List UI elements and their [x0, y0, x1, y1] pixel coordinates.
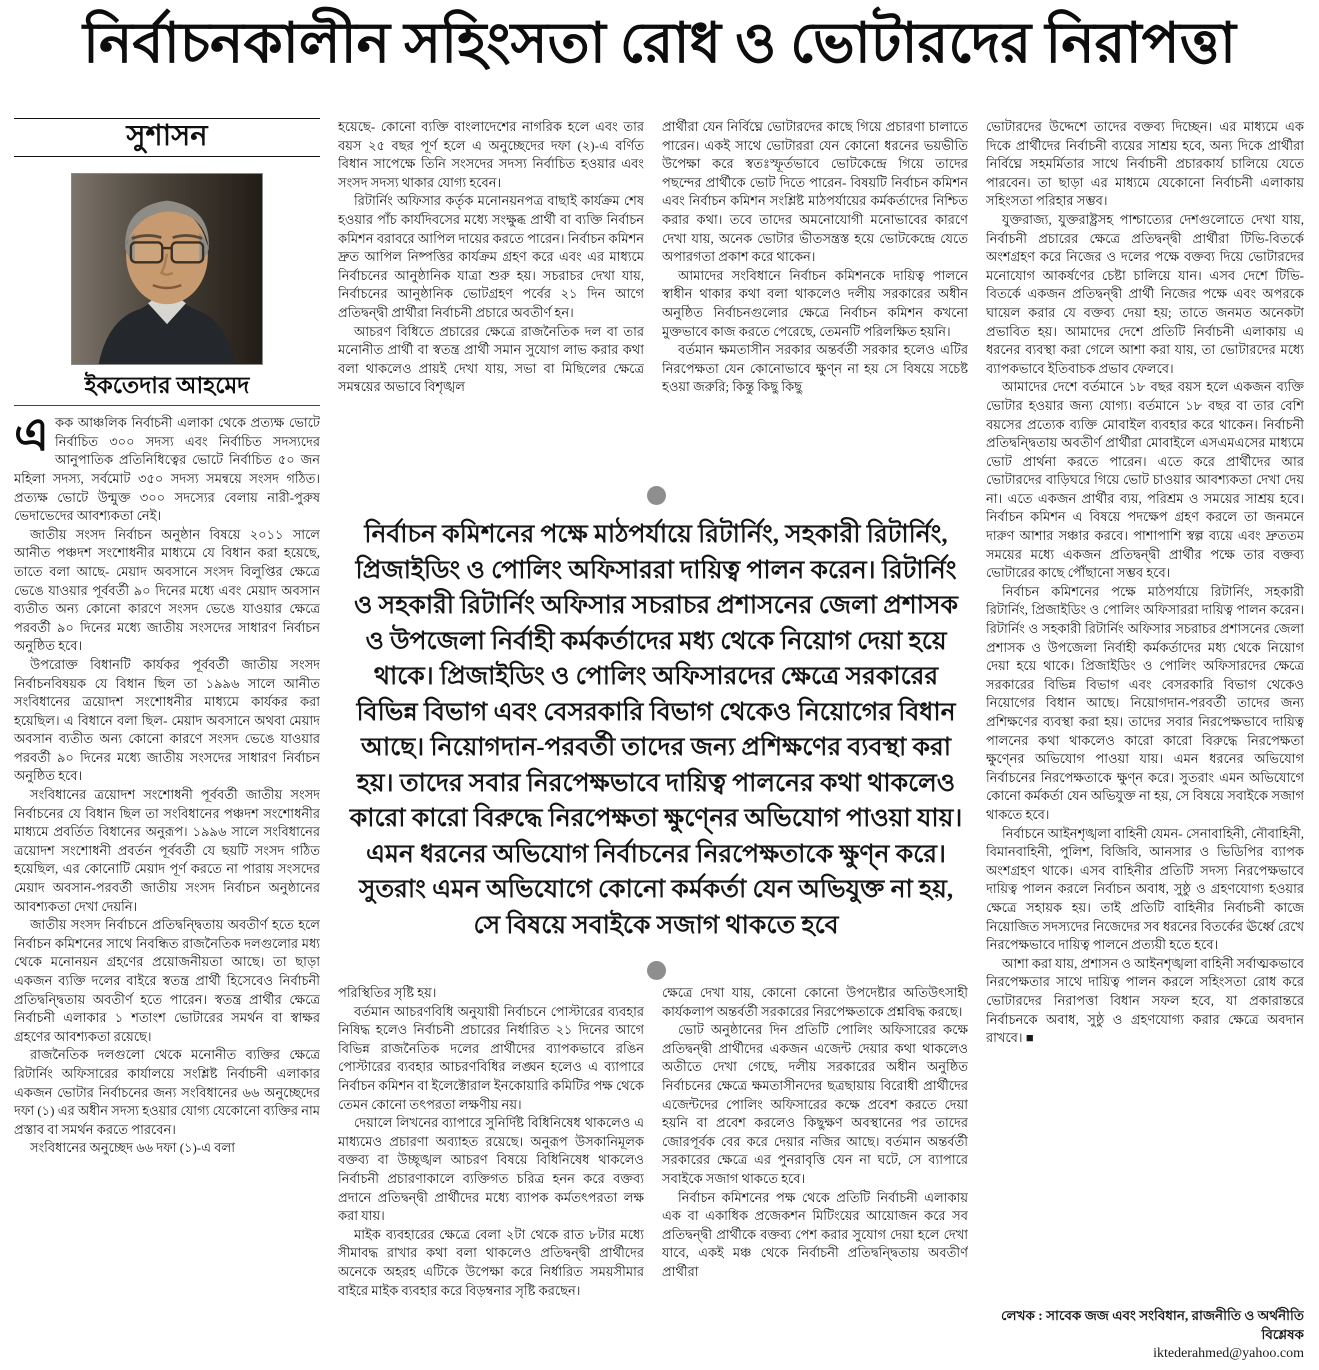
column-3-bottom	[662, 984, 968, 1364]
body-paragraph: যুক্তরাজ্য, যুক্তরাষ্ট্রসহ পাশ্চাত্যের দেশগুলোতে দেখা যায়, নির্বাচনী প্রচারের ক্ষেত্রে প্রতিদ্বন্দ্বী প্রার্থীরা টিভি-বিতর্কে অংশগ্রহণ করে নিজের ও দলের পক্ষে বক্তব্য দিয়ে ভোটারদের মনোযোগ আকর্ষণের চেষ্টা চালিয়ে যান। এসব দেশে টিভি-বিতর্কে একজন প্রতিদ্বন্দ্বী প্রার্থী নিজের পক্ষে এবং অপরকে ঘায়েল করার যে বক্তব্য দেয়া হয়; তাতে জনমত অনেকটা প্রভাবিত হয়। আমাদের দেশে প্রতিটি নির্বাচনী এলাকায় এ ধরনের ব্যবস্থা করা গেলে আশা করা যায়, তা ভোটারদের মধ্যে ব্যাপকভাবে ইতিবাচক প্রভাব ফেলবে।	[986, 211, 1304, 376]
body-paragraph: মাইক ব্যবহারের ক্ষেত্রে বেলা ২টা থেকে রাত ৮টার মধ্যে সীমাবদ্ধ রাখার কথা বলা থাকলেও প্রতিদ্বন্দ্বী প্রার্থীদের অনেকে অহরহ এটিকে উপেক্ষা করে নির্ধারিত সময়সীমার বাইরে মাইক ব্যবহার করে বিড়ম্বনার সৃষ্টি করছেন।	[338, 1226, 644, 1298]
column-4-text	[986, 118, 1304, 1298]
author-name: ইকতেদার আহমেদ	[84, 372, 250, 398]
body-paragraph: সংবিধানের অনুচ্ছেদ ৬৬ দফা (১)-এ বলা	[30, 1140, 235, 1156]
body-paragraph: ক্ষেত্রে দেখা যায়, কোনো কোনো উপদেষ্টার অতিউৎসাহী কার্যকলাপ অন্তর্বর্তী সরকারের নিরপেক্ষতাকে প্রশ্নবিদ্ধ করছে।	[662, 985, 968, 1019]
author-photo	[71, 173, 263, 365]
body-paragraph: নির্বাচন কমিশনের পক্ষ থেকে প্রতিটি নির্বাচনী এলাকায় এক বা একাধিক প্রজেকশন মিটিংয়ের আয়োজন করে সব প্রতিদ্বন্দ্বী প্রার্থীকে বক্তব্য পেশ করার সুযোগ দেয়া হলে দেখা যাবে, একই মঞ্চ থেকে নির্বাচনী প্রতিদ্বন্দ্বিতায় অবতীর্ণ প্রার্থীরা	[662, 1189, 968, 1279]
column-4	[986, 118, 1304, 1364]
column-2-bottom	[338, 984, 644, 1364]
body-paragraph: বর্তমান ক্ষমতাসীন সরকার অন্তর্বর্তী সরকার হলেও এটির নিরপেক্ষতা যেন কোনোভাবে ক্ষুণ্ন না হয় সে বিষয়ে সচেষ্ট হওয়া জরুরি; কিন্তু কিছু কিছু	[662, 342, 968, 395]
body-paragraph: ভোট অনুষ্ঠানের দিন প্রতিটি পোলিং অফিসারের কক্ষে প্রতিদ্বন্দ্বী প্রার্থীদের একজন এজেন্ট দেয়ার কথা থাকলেও অতীতে দেখা গেছে, দলীয় সরকারের অধীন অনুষ্ঠিত নির্বাচনের ক্ষেত্রে ক্ষমতাসীনদের ছত্রছায়ায় বিরোধী প্রার্থীদের এজেন্টদের পোলিং অফিসারের কক্ষে প্রবেশ করতে দেয়া হয়নি বা প্রবেশ করলেও কিছুক্ষণ অবস্থানের পর তাদের জোরপূর্বক বের করে দেয়ার নজির আছে। বর্তমান অন্তর্বর্তী সরকারের ক্ষেত্রে এর পুনরাবৃত্তি যেন না ঘটে, সে ব্যাপারে সবাইকে সজাগ থাকতে হবে।	[662, 1022, 968, 1186]
body-paragraph: নির্বাচনে আইনশৃঙ্খলা বাহিনী যেমন- সেনাবাহিনী, নৌবাহিনী, বিমানবাহিনী, পুলিশ, বিজিবি, আনসার ও ভিডিপির ব্যাপক অংশগ্রহণ থাকে। এসব বাহিনীর প্রতিটি সদস্য নিরপেক্ষভাবে দায়িত্ব পালন করলে নির্বাচন অবাধ, সুষ্ঠু ও গ্রহণযোগ্য হওয়ার ক্ষেত্রে সহায়ক হয়। তাই প্রতিটি বাহিনীর নির্বাচনী কাজে নিয়োজিত সদস্যদের নিজেদের সব ধরনের বিতর্কের ঊর্ধ্বে রেখে নিরপেক্ষভাবে দায়িত্ব পালনে প্রত্যয়ী হতে হবে।	[986, 825, 1304, 953]
drop-cap: এ	[14, 409, 49, 461]
body-paragraph: আশা করা যায়, প্রশাসন ও আইনশৃঙ্খলা বাহিনী সর্বাত্মকভাবে নিরপেক্ষতার সাথে দায়িত্ব পালন করলে সহিংসতা রোধ করে ভোটারদের নিরাপত্তা বিধান সফল হবে, যা প্রকারান্তরে নির্বাচনকে অবাধ, সুষ্ঠু ও গ্রহণযোগ্য করার ক্ষেত্রে অবদান রাখবে। ■	[986, 955, 1304, 1046]
author-portrait-graphic	[72, 174, 262, 364]
body-paragraph: প্রার্থীরা যেন নির্বিঘ্নে ভোটারদের কাছে গিয়ে প্রচারণা চালাতে পারেন। একই সাথে ভোটাররা যেন কোনো ধরনের ভয়ভীতি উপেক্ষা করে স্বতঃস্ফূর্তভাবে ভোটকেন্দ্রে গিয়ে তাদের পছন্দের প্রার্থীকে ভোট দিতে পারেন- বিষয়টি নির্বাচন কমিশন এবং নির্বাচন কমিশন সংশ্লিষ্ট মাঠপর্যায়ের কর্মকর্তাদের নিশ্চিত করার কথা। তবে তাদের অমনোযোগী মনোভাবের কারণে দেখা যায়, অনেক ভোটার ভীতসন্ত্রস্ত হয়ে ভোটকেন্দ্রে যেতে অপারগতা প্রকাশ করে থাকেন।	[662, 119, 968, 265]
page-title: নির্বাচনকালীন সহিংসতা রোধ ও ভোটারদের নিরাপত্তা	[82, 13, 1236, 75]
body-paragraph: আচরণ বিধিতে প্রচারের ক্ষেত্রে রাজনৈতিক দল বা তার মনোনীত প্রার্থী বা স্বতন্ত্র প্রার্থী সমান সুযোগ লাভ করার কথা বলা থাকলেও প্রায়ই দেখা যায়, সভা বা মিছিলের ক্ষেত্রে সমন্বয়ের অভাবে বিশৃঙ্খল	[338, 323, 644, 395]
section-label: সুশাসন	[126, 120, 208, 152]
body-paragraph: বর্তমান আচরণবিধি অনুযায়ী নির্বাচনে পোস্টারের ব্যবহার নিষিদ্ধ হলেও নির্বাচনী প্রচারের নির্ধারিত ২১ দিনের আগে বিভিন্ন রাজনৈতিক দলের প্রার্থীদের ব্যাপকভাবে রঙিন পোস্টারের ব্যবহার আচরণবিধির লঙ্ঘন হলেও এ ব্যাপারে নির্বাচন কমিশন বা ইলেক্টোরাল ইনকোয়ারি কমিটির পক্ষ থেকে তেমন কোনো তৎপরতা লক্ষণীয় নয়।	[338, 1003, 644, 1112]
body-paragraph: হয়েছে- কোনো ব্যক্তি বাংলাদেশের নাগরিক হলে এবং তার বয়স ২৫ বছর পূর্ণ হলে এ অনুচ্ছেদের দফা (২)-এ বর্ণিত বিধান সাপেক্ষে তিনি সংসদের সদস্য নির্বাচিত হওয়ার এবং সংসদ সদস্য থাকার যোগ্য হবেন।	[338, 119, 644, 190]
body-paragraph: নির্বাচন কমিশনের পক্ষে মাঠপর্যায়ে রিটার্নিং, সহকারী রিটার্নিং, প্রিজাইডিং ও পোলিং অফিসাররা দায়িত্ব পালন করেন। রিটার্নিং ও সহকারী রিটার্নিং অফিসার সচরাচর প্রশাসনের জেলা প্রশাসক ও উপজেলা নির্বাহী কর্মকর্তাদের মধ্য থেকে নিয়োগ দেয়া হয়ে থাকে। প্রিজাইডিং ও পোলিং অফিসারদের ক্ষেত্রে সরকারের বিভিন্ন বিভাগ এবং বেসরকারি বিভাগ থেকেও নিয়োগের বিধান আছে। নিয়োগদান-পরবর্তী তাদের জন্য প্রশিক্ষণের ব্যবস্থা করা হয়। তাদের সবার নিরপেক্ষভাবে দায়িত্ব পালনের কথা থাকলেও কারো কারো বিরুদ্ধে নিরপেক্ষতা ক্ষুণ্নের অভিযোগ পাওয়া যায়। এমন ধরনের অভিযোগ নির্বাচনের নিরপেক্ষতাকে ক্ষুণ্ন করে। সুতরাং এমন অভিযোগে কোনো কর্মকর্তা যেন অভিযুক্ত না হয়, সে বিষয়ে সবাইকে সজাগ থাকতে হবে।	[986, 583, 1304, 822]
column-1-text	[14, 409, 320, 1158]
column-2-top	[338, 118, 644, 486]
divider-under-name	[14, 405, 320, 406]
body-paragraph: জাতীয় সংসদ নির্বাচন অনুষ্ঠান বিষয়ে ২০১১ সালে আনীত পঞ্চদশ সংশোধনীর মাধ্যমে যে বিধান করা হয়েছে, তাতে বলা আছে- মেয়াদ অবসানে সংসদ বিলুপ্তির ক্ষেত্রে ভেঙে যাওয়ার পূর্ববর্তী ৯০ দিনের মধ্যে এবং মেয়াদ অবসান ব্যতীত অন্য কোনো কারণে সংসদ ভেঙে যাওয়ার ক্ষেত্রে পরবর্তী ৯০ দিনের মধ্যে জাতীয় সংসদের সাধারণ নির্বাচন অনুষ্ঠিত হবে।	[14, 526, 320, 654]
body-paragraph: ভোটারদের উদ্দেশে তাদের বক্তব্য দিচ্ছেন। এর মাধ্যমে এক দিকে প্রার্থীদের নির্বাচনী ব্যয়ের সাশ্রয় হবে, অন্য দিকে প্রার্থীরা নির্বিঘ্নে সহমর্মিতার সাথে নির্বাচনী প্রচারকার্য চালিয়ে যেতে পারবেন। তা ছাড়া এর মাধ্যমে যেকোনো নির্বাচনী এলাকায় সহিংসতা পরিহার সম্ভব।	[986, 119, 1304, 209]
body-paragraph: আমাদের দেশে বর্তমানে ১৮ বছর বয়স হলে একজন ব্যক্তি ভোটার হওয়ার জন্য যোগ্য। বর্তমানে ১৮ বছর বা তার বেশি বয়সের প্রত্যেক ব্যক্তি মোবাইল ব্যবহার করে থাকেন। নির্বাচনী প্রতিদ্বন্দ্বিতায় অবতীর্ণ প্রার্থীরা মোবাইলে এসএমএসের মাধ্যমে ভোট প্রার্থনা করতে পারেন। এতে করে প্রার্থীদের আর ভোটারদের বাড়িঘরে গিয়ে ভোট চাওয়ার আবশ্যকতা দেখা দেয় না। এতে একজন প্রার্থীর ব্যয়, পরিশ্রম ও সময়ের সাশ্রয় হবে। নির্বাচন কমিশন এ বিষয়ে পদক্ষেপ গ্রহণ করলে তা জনমনে দারুণ আশার সঞ্চার করবে। পাশাপাশি স্বল্প ব্যয়ে এবং দ্রুততম সময়ের মধ্যে একজন প্রতিদ্বন্দ্বী প্রার্থীর পক্ষে তার বক্তব্য ভোটারের কাছে পৌঁছানো সম্ভব হবে।	[986, 379, 1304, 581]
column-1	[14, 118, 320, 1364]
body-paragraph: দেয়ালে লিখনের ব্যাপারে সুনির্দিষ্ট বিধিনিষেধ থাকলেও এ মাধ্যমেও প্রচারণা অব্যাহত রয়েছে। অনুরূপ উসকানিমূলক বক্তব্য বা উচ্ছৃঙ্খল আচরণ বিষয়ে বিধিনিষেধ থাকলেও নির্বাচনী প্রচারণাকালে ব্যক্তিগত চরিত্র হনন করে বক্তব্য প্রদানে প্রতিদ্বন্দ্বী প্রার্থীদের মধ্যে ব্যাপক কর্মতৎপরতা লক্ষ করা যায়।	[338, 1115, 644, 1224]
pull-quote: নির্বাচন কমিশনের পক্ষে মাঠপর্যায়ে রিটার্নিং, সহকারী রিটার্নিং, প্রিজাইডিং ও পোলিং অফিসাররা দায়িত্ব পালন করেন। রিটার্নিং ও সহকারী রিটার্নিং অফিসার সচরাচর প্রশাসনের জেলা প্রশাসক ও উপজেলা নির্বাহী কর্মকর্তাদের মধ্য থেকে নিয়োগ দেয়া হয়ে থাকে। প্রিজাইডিং ও পোলিং অফিসারদের ক্ষেত্রে সরকারের বিভিন্ন বিভাগ এবং বেসরকারি বিভাগ থেকেও নিয়োগের বিধান আছে। নিয়োগদান-পরবর্তী তাদের জন্য প্রশিক্ষণের ব্যবস্থা করা হয়। তাদের সবার নিরপেক্ষভাবে দায়িত্ব পালনের কথা থাকলেও কারো কারো বিরুদ্ধে নিরপেক্ষতা ক্ষুণ্নের অভিযোগ পাওয়া যায়। এমন ধরনের অভিযোগ নির্বাচনের নিরপেক্ষতাকে ক্ষুণ্ন করে। সুতরাং এমন অভিযোগে কোনো কর্মকর্তা যেন অভিযুক্ত না হয়, সে বিষয়ে সবাইকে সজাগ থাকতে হবে	[349, 521, 963, 939]
column-3-top	[662, 118, 968, 486]
byline: লেখক : সাবেক জজ এবং সংবিধান, রাজনীতি ও অর্থনীতি বিশ্লেষক	[1001, 1308, 1304, 1342]
body-paragraph: রাজনৈতিক দলগুলো থেকে মনোনীত ব্যক্তির ক্ষেত্রে রিটার্নিং অফিসারের কার্যালয়ে সংশ্লিষ্ট নির্বাচনী এলাকার একজন ভোটার নির্বাচনের জন্য সংবিধানের ৬৬ অনুচ্ছেদের দফা (১) এর অধীন সদস্য হওয়ার যোগ্য যেকোনো ব্যক্তির নাম প্রস্তাব বা সমর্থন করতে পারবেন।	[14, 1047, 320, 1137]
lead-text: কক আঞ্চলিক নির্বাচনী এলাকা থেকে প্রত্যক্ষ ভোটে নির্বাচিত ৩০০ সদস্য এবং নির্বাচিত সদস্যদের আনুপাতিক প্রতিনিধিত্বের ভোটে নির্বাচিত ৫০ জন মহিলা সদস্য, সর্বমোট ৩৫০ সদস্য সমন্বয়ে সংসদ গঠিত। প্রত্যক্ষ ভোটে উন্মুক্ত ৩০০ সদস্যের বেলায় নারী-পুরুষ ভেদাভেদের আবশ্যকতা নেই।	[14, 415, 320, 524]
body-paragraph: উপরোক্ত বিধানটি কার্যকর পূর্ববর্তী জাতীয় সংসদ নির্বাচনবিষয়ক যে বিধান ছিল তা ১৯৯৬ সালে আনীত সংবিধানের ত্রয়োদশ সংশোধনীর মাধ্যমে কার্যকর করা হয়েছিল। এ বিধানে বলা ছিল- মেয়াদ অবসানে অথবা মেয়াদ অবসান ব্যতীত অন্য কোনো কারণে সংসদ ভেঙে যাওয়ার পরবর্তী ৯০ দিনের মধ্যে জাতীয় সংসদের সাধারণ নির্বাচন অনুষ্ঠিত হবে।	[14, 656, 320, 784]
body-paragraph: সংবিধানের ত্রয়োদশ সংশোধনী পূর্ববর্তী জাতীয় সংসদ নির্বাচনের যে বিধান ছিল তা সংবিধানের পঞ্চদশ সংশোধনীর মাধ্যমে প্রবর্তিত বিধানের অনুরূপ। ১৯৯৬ সালে সংবিধানের ত্রয়োদশ সংশোধনী প্রবর্তন পূর্ববর্তী যে ছয়টি সংসদ গঠিত হয়েছিল, এর কোনোটি মেয়াদ পূর্ণ করতে না পারায় সংসদের মেয়াদ অবসান-পরবর্তী জাতীয় সংসদ নির্বাচন অনুষ্ঠানের আবশ্যকতা দেখা দেয়নি।	[14, 787, 320, 914]
body-paragraph: জাতীয় সংসদ নির্বাচনে প্রতিদ্বন্দ্বিতায় অবতীর্ণ হতে হলে নির্বাচন কমিশনের সাথে নিবন্ধিত রাজনৈতিক দলগুলোর মধ্য থেকে মনোনয়ন গ্রহণের প্রয়োজনীয়তা আছে। তা ছাড়া একজন ব্যক্তি দলের বাইরে স্বতন্ত্র প্রার্থী হিসেবেও নির্বাচনী প্রতিদ্বন্দ্বিতায় অবতীর্ণ হতে পারেন। স্বতন্ত্র প্রার্থীর ক্ষেত্রে নির্বাচনী এলাকার ১ শতাংশ ভোটারের সমর্থন বা স্বাক্ষর গ্রহণের আবশ্যকতা রয়েছে।	[14, 917, 320, 1044]
lead-paragraph	[14, 409, 320, 526]
body-paragraph: রিটার্নিং অফিসার কর্তৃক মনোনয়নপত্র বাছাই কার্যক্রম শেষ হওয়ার পাঁচ কার্যদিবসের মধ্যে সংক্ষুব্ধ প্রার্থী বা ব্যক্তি নির্বাচন কমিশন বরাবরে আপিল দায়ের করতে পারেন। নির্বাচন কমিশন দ্রুত আপিল নিষ্পত্তির কার্যক্রম গ্রহণ করে এবং এর মাধ্যমে নির্বাচনের আনুষ্ঠানিক যাত্রা শুরু হয়। সচরাচর দেখা যায়, নির্বাচনের আনুষ্ঠানিক ভোটগ্রহণ পর্বের ২১ দিন আগে প্রতিদ্বন্দ্বী প্রার্থীরা নির্বাচনী প্রচারে অবতীর্ণ হন।	[338, 193, 644, 320]
pull-quote-block	[340, 486, 972, 980]
pull-quote-dot-bottom-icon	[647, 961, 666, 980]
divider-bottom	[14, 156, 320, 157]
body-paragraph: পরিস্থিতির সৃষ্টি হয়।	[338, 985, 437, 1000]
author-footer	[986, 1298, 1304, 1364]
pull-quote-dot-top-icon	[647, 486, 666, 505]
body-paragraph: আমাদের সংবিধানে নির্বাচন কমিশনকে দায়িত্ব পালনে স্বাধীন থাকার কথা বলা থাকলেও দলীয় সরকারের অধীন অনুষ্ঠিত নির্বাচনগুলোর ক্ষেত্রে নির্বাচন কমিশন কখনো মুক্তভাবে কাজ করতে পেরেছে, তেমনটি পরিলক্ষিত হয়নি।	[662, 267, 968, 339]
author-email: iktederahmed@yahoo.com	[1153, 1346, 1304, 1361]
